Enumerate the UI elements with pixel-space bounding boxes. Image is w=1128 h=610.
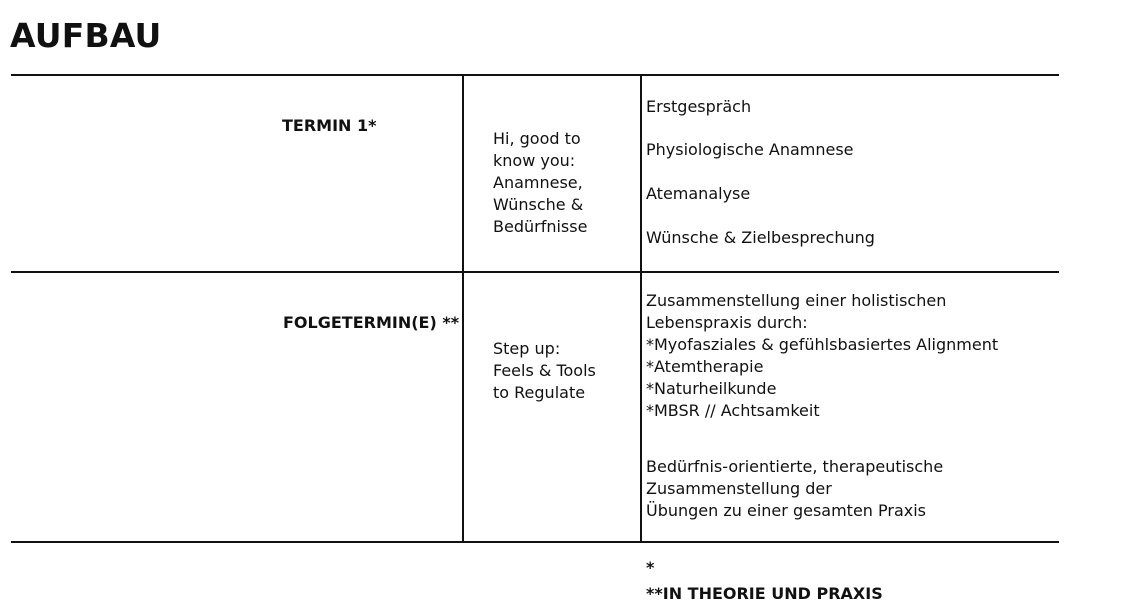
row-label-termin-1: TERMIN 1* xyxy=(282,116,377,135)
footnote-marker: * xyxy=(646,558,655,577)
list-item: Physiologische Anamnese xyxy=(646,140,854,159)
list-item: Wünsche & Zielbesprechung xyxy=(646,228,875,247)
list-item: Bedürfnis-orientierte, therapeutische Zusammenstellung der Übungen zu einer gesamten Praxis xyxy=(646,457,944,520)
column-divider-right xyxy=(640,75,642,542)
row-divider xyxy=(11,271,1059,273)
column-divider-left xyxy=(462,75,464,542)
row-description-termin-1: Hi, good to know you: Anamnese, Wünsche & Bedürfnisse xyxy=(493,129,588,236)
list-item: Zusammenstellung einer holistischen Lebenspraxis durch: *Myofasziales & gefühlsbasiertes Alignment *Atemtherapie *Naturheilkunde *MBSR // Achtsamkeit xyxy=(646,291,999,420)
table-bottom-rule xyxy=(11,541,1059,543)
list-item: Erstgespräch xyxy=(646,97,752,116)
row-description-folgetermin: Step up: Feels & Tools to Regulate xyxy=(493,339,596,402)
page-title: AUFBAU xyxy=(10,16,162,55)
footnote-text: **IN THEORIE UND PRAXIS xyxy=(646,584,883,603)
table-top-rule xyxy=(11,74,1059,76)
row-label-folgetermin: FOLGETERMIN(E) ** xyxy=(283,313,460,332)
list-item: Atemanalyse xyxy=(646,184,751,203)
